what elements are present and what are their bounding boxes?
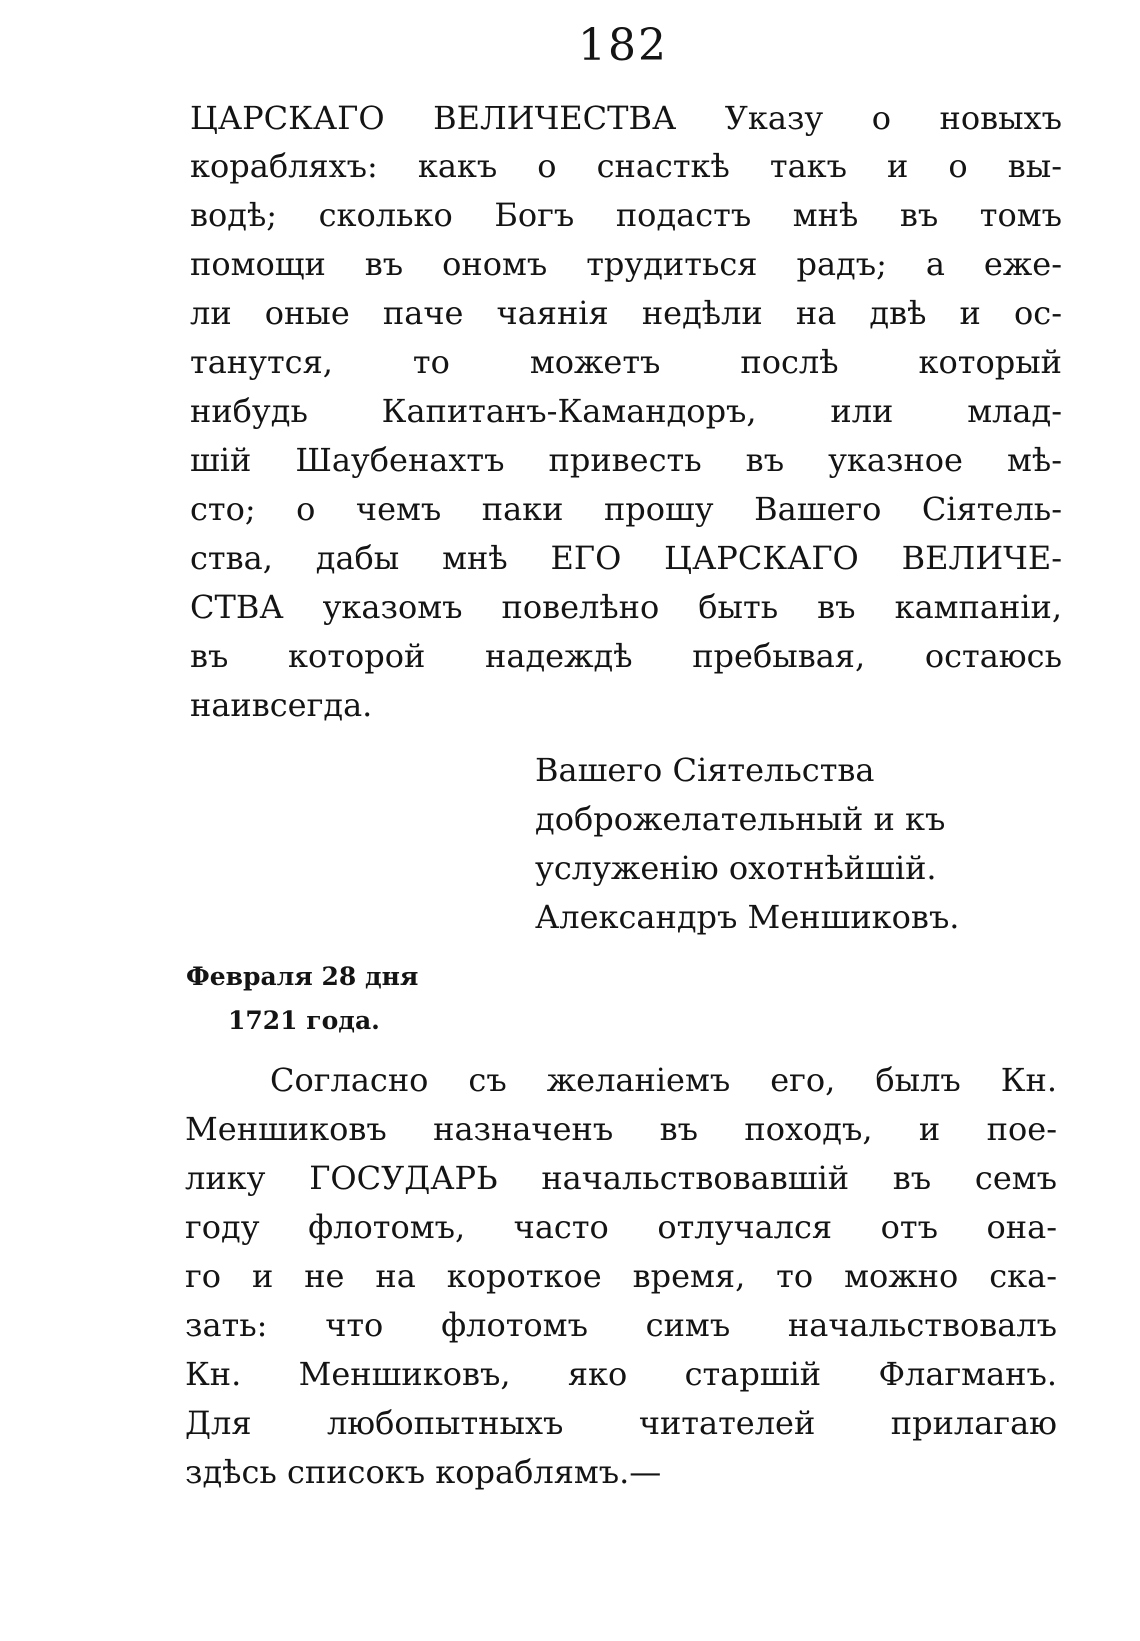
letter-line: шій Шаубенахтъ привесть въ указное мѣ-: [190, 441, 1062, 479]
signature-line: доброжелательный и къ: [535, 800, 946, 838]
letter-line: сто; о чемъ паки прошу Вашего Сіятель-: [190, 490, 1062, 528]
page-number: 182: [578, 20, 668, 71]
letter-line: ли оные паче чаянія недѣли на двѣ и ос-: [190, 294, 1062, 332]
letter-line: помощи въ ономъ трудиться радъ; а еже-: [190, 245, 1062, 283]
narrative-line: лику ГОСУДАРЬ начальствовавшій въ семъ: [185, 1159, 1057, 1197]
letter-line: танутся, то можетъ послѣ который: [190, 343, 1062, 381]
signature-line: Вашего Сіятельства: [535, 751, 875, 789]
date-line: 1721 года.: [228, 1006, 380, 1035]
narrative-line: Согласно съ желаніемъ его, былъ Кн.: [270, 1061, 1057, 1099]
letter-line: нибудь Капитанъ-Камандоръ, или млад-: [190, 392, 1062, 430]
signature-name: Александръ Меншиковъ.: [535, 898, 960, 936]
narrative-line: Кн. Меншиковъ, яко старшій Флагманъ.: [185, 1355, 1057, 1393]
letter-line: въ которой надеждѣ пребывая, остаюсь: [190, 637, 1062, 675]
letter-line: водѣ; сколько Богъ подастъ мнѣ въ томъ: [190, 196, 1062, 234]
narrative-line: году флотомъ, часто отлучался отъ она-: [185, 1208, 1057, 1246]
narrative-line: Меншиковъ назначенъ въ походъ, и пое-: [185, 1110, 1057, 1148]
narrative-line: Для любопытныхъ читателей прилагаю: [185, 1404, 1057, 1442]
narrative-line: здѣсь списокъ кораблямъ.—: [185, 1453, 662, 1491]
letter-line: корабляхъ: какъ о снасткѣ такъ и о вы-: [190, 147, 1062, 185]
letter-line: наивсегда.: [190, 686, 373, 724]
signature-line: услуженію охотнѣйшій.: [535, 849, 937, 887]
narrative-line: го и не на короткое время, то можно ска-: [185, 1257, 1057, 1295]
letter-line: ства, дабы мнѣ ЕГО ЦАРСКАГО ВЕЛИЧЕ-: [190, 539, 1062, 577]
letter-line: СТВА указомъ повелѣно быть въ кампаніи,: [190, 588, 1062, 626]
narrative-line: зать: что флотомъ симъ начальствовалъ: [185, 1306, 1057, 1344]
date-line: Февраля 28 дня: [186, 962, 419, 991]
letter-line: ЦАРСКАГО ВЕЛИЧЕСТВА Указу о новыхъ: [190, 99, 1062, 137]
